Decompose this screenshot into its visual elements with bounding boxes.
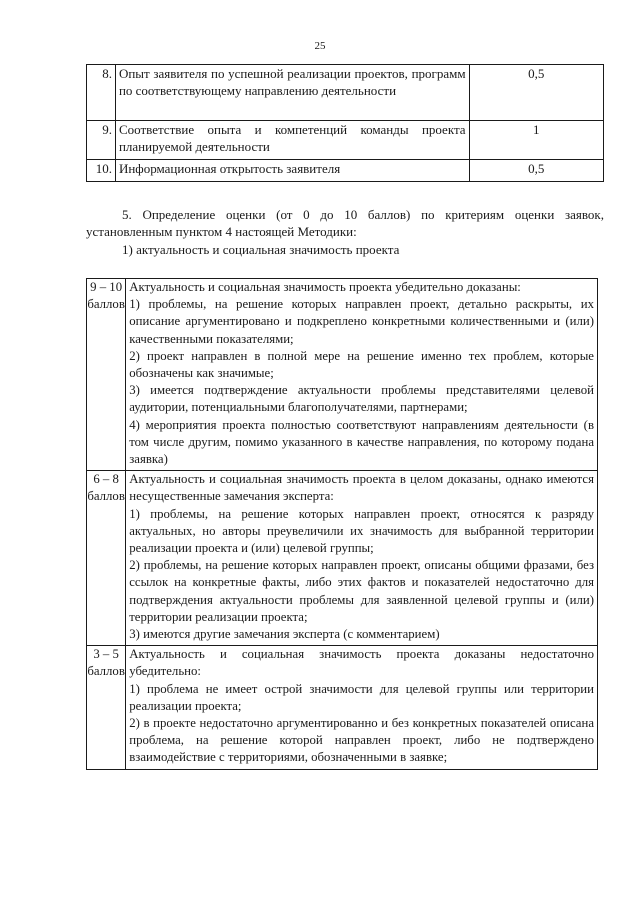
description-item: 2) в проекте недостаточно аргументированно и без конкретных показателей описана проблема, на решение которой направлен проект, либо не подтверждено взаимодействие с территориями, обозначенными в заявке;: [129, 716, 594, 765]
section-paragraph: 5. Определение оценки (от 0 до 10 баллов) по критериям оценки заявок, установленным пунктом 4 настоящей Методики:: [86, 207, 604, 239]
description-intro: Актуальность и социальная значимость проекта в целом доказаны, однако имеются несущественные замечания эксперта:: [129, 472, 594, 504]
criterion-score: 0,5: [469, 160, 603, 182]
points-range: 9 – 10 баллов: [87, 279, 126, 471]
description-item: 1) проблемы, на решение которых направлен проект, относятся к разряду актуальных, но авторы преувеличили их значимость для выбранной территории реализации проекта и (или) целевой группы;: [129, 506, 594, 556]
criterion-number: 8.: [87, 65, 116, 121]
subsection-heading: 1) актуальность и социальная значимость проекта: [122, 242, 400, 257]
criterion-number: 10.: [87, 160, 116, 182]
table-row: [87, 65, 604, 121]
description-item: 1) проблема не имеет острой значимости для целевой группы или территории реализации проекта;: [129, 681, 594, 713]
criterion-score: 0,5: [469, 65, 603, 121]
table-row: [87, 121, 604, 160]
points-range: 6 – 8 баллов: [87, 471, 126, 646]
description-item: 4) мероприятия проекта полностью соответствуют направлениям деятельности (в том числе другим, помимо указанного в качестве направления, по которому подана заявка): [129, 417, 594, 467]
description-item: 2) проблемы, на решение которых направлен проект, описаны общими фразами, без ссылок на конкретные факты, либо этих фактов и показателей недостаточно для подтверждения актуальности проблемы для заявленной целевой группы и (или) территории реализации проекта;: [129, 558, 594, 624]
criterion-text: Соответствие опыта и компетенций команды проекта планируемой деятельности: [115, 121, 469, 160]
criteria-table: [86, 64, 604, 182]
points-description: [126, 646, 598, 769]
table-row: [87, 279, 598, 471]
points-description: [126, 471, 598, 646]
description-item: 1) проблемы, на решение которых направлен проект, детально раскрыты, их описание аргументировано и подкреплено конкретными количественными и (или) качественными показателями;: [129, 297, 594, 346]
criterion-number: 9.: [87, 121, 116, 160]
points-description: [126, 279, 598, 471]
description-intro: Актуальность и социальная значимость проекта убедительно доказаны:: [129, 280, 521, 294]
criterion-score: 1: [469, 121, 603, 160]
description-item: 3) имеются другие замечания эксперта (с комментарием): [129, 627, 440, 642]
description-item: 3) имеется подтверждение актуальности проблемы представителями целевой аудитории, потенциальными благополучателями, партнерами;: [129, 383, 594, 415]
table-row: [87, 160, 604, 182]
points-range: 3 – 5 баллов: [87, 646, 126, 769]
page-number: 25: [314, 40, 326, 52]
description-item: 2) проект направлен в полной мере на решение именно тех проблем, которые обозначены как значимые;: [129, 348, 594, 381]
description-intro: Актуальность и социальная значимость проекта доказаны недостаточно убедительно:: [129, 647, 594, 679]
criterion-text: Информационная открытость заявителя: [115, 160, 469, 182]
table-row: [87, 646, 598, 769]
table-row: [87, 471, 598, 646]
criterion-text: Опыт заявителя по успешной реализации проектов, программ по соответствующему направлению деятельности: [115, 65, 469, 121]
scoring-table: [86, 278, 598, 770]
